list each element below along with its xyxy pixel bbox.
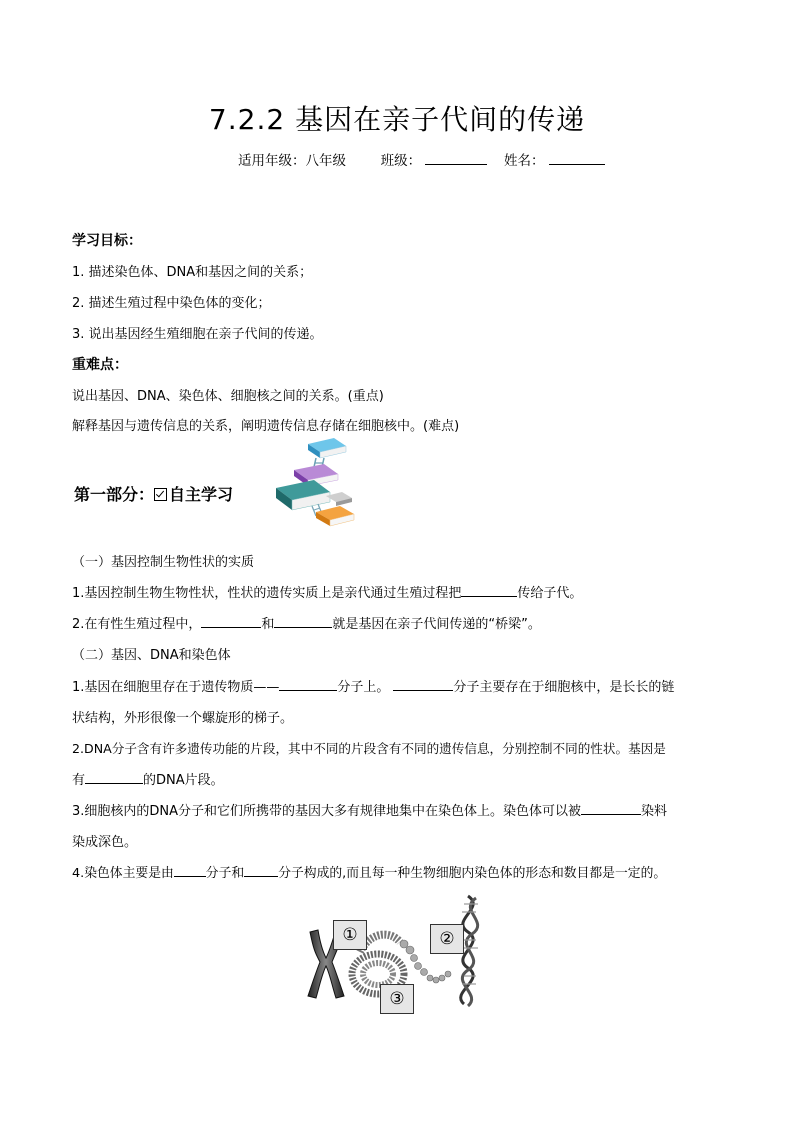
- answer-blank[interactable]: [174, 862, 206, 877]
- name-label: 姓名：: [503, 153, 545, 169]
- figure-label-2: ②: [430, 924, 464, 954]
- sec2-q1-text: 分子主要存在于细胞核中，是长长的链: [453, 680, 675, 695]
- sec2-q2-text: 的DNA片段。: [143, 773, 224, 788]
- sec2-q2-cont: [72, 769, 224, 788]
- key-point-item: 解释基因与遗传信息的关系，阐明遗传信息存储在细胞核中。(难点): [72, 419, 460, 434]
- sec1-q1-text: 传给子代。: [517, 586, 583, 601]
- answer-blank[interactable]: [393, 676, 453, 691]
- sec1-q1-text: 1.基因控制生物生物性状，性状的遗传实质上是亲代通过生殖过程把: [72, 586, 462, 601]
- sec2-q4: [72, 862, 666, 881]
- header-info: [238, 149, 605, 169]
- class-label: 班级：: [380, 153, 422, 169]
- objective-item: 1. 描述染色体、DNA和基因之间的关系；: [72, 265, 313, 280]
- part1-heading-suffix: 自主学习: [169, 485, 234, 504]
- sec2-q1-cont: 状结构，外形很像一个螺旋形的梯子。: [72, 711, 294, 726]
- objective-item: 2. 描述生殖过程中染色体的变化；: [72, 296, 271, 311]
- page-title: 7.2.2 基因在亲子代间的传递: [208, 103, 586, 136]
- figure-label-1: ①: [333, 920, 367, 950]
- sec2-q3-cont: 染成深色。: [72, 835, 138, 850]
- class-blank[interactable]: [425, 150, 487, 165]
- objective-item: 3. 说出基因经生殖细胞在亲子代间的传递。: [72, 327, 323, 342]
- sec1-title: （一）基因控制生物性状的实质: [72, 555, 255, 570]
- answer-blank[interactable]: [244, 862, 278, 877]
- sec2-q4-text: 4.染色体主要是由: [72, 866, 174, 881]
- checkbox-icon: [154, 488, 167, 501]
- sec2-q4-text: 分子和: [205, 866, 245, 881]
- sec2-title: （二）基因、DNA和染色体: [72, 648, 231, 663]
- sec2-q3-text: 染料: [641, 804, 668, 819]
- name-blank[interactable]: [549, 150, 605, 165]
- sec1-q1: [72, 582, 582, 601]
- sec1-q2-text: 2.在有性生殖过程中，: [72, 617, 202, 632]
- chromosome-dna-figure: [300, 892, 496, 1016]
- figure-label-3: ③: [380, 984, 414, 1014]
- sec1-q2-text: 就是基因在亲子代间传递的“桥梁”。: [332, 617, 541, 632]
- objectives-heading: 学习目标：: [72, 233, 142, 249]
- sec2-q2: 2.DNA分子含有许多遗传功能的片段，其中不同的片段含有不同的遗传信息，分别控制不同的性状。基因是: [72, 741, 666, 756]
- sec2-q3: [72, 800, 667, 819]
- answer-blank[interactable]: [279, 676, 337, 691]
- sec2-q4-text: 分子构成的,而且每一种生物细胞内染色体的形态和数目都是一定的。: [278, 866, 667, 881]
- key-point-item: 说出基因、DNA、染色体、细胞核之间的关系。(重点): [72, 389, 384, 404]
- sec2-q3-text: 3.细胞核内的DNA分子和它们所携带的基因大多有规律地集中在染色体上。染色体可以被: [72, 804, 582, 819]
- part1-heading-label: 第一部分：: [74, 485, 155, 504]
- sec2-q1-text: 分子上。: [337, 680, 390, 695]
- sec1-q2-text: 和: [261, 617, 275, 632]
- sec2-q1-text: 1.基因在细胞里存在于遗传物质——: [72, 680, 280, 695]
- answer-blank[interactable]: [85, 769, 143, 784]
- sec2-q1: [72, 676, 674, 695]
- sec1-q2: [72, 613, 541, 632]
- sec2-q2-text: 有: [72, 773, 86, 788]
- key-points-heading: 重难点：: [72, 357, 128, 373]
- answer-blank[interactable]: [201, 613, 261, 628]
- answer-blank[interactable]: [461, 582, 517, 597]
- part1-heading: [74, 482, 233, 505]
- answer-blank[interactable]: [274, 613, 332, 628]
- grade-label: 适用年级：八年级: [238, 153, 346, 169]
- answer-blank[interactable]: [581, 800, 641, 815]
- books-icon: [272, 436, 358, 528]
